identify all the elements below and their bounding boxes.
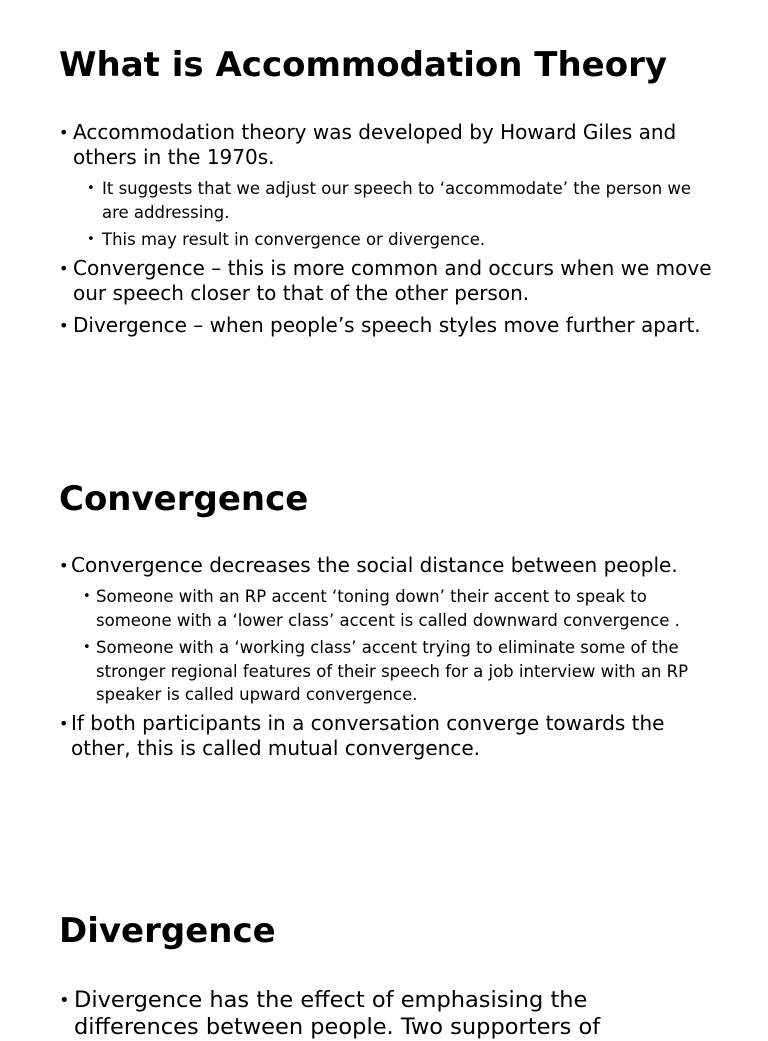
bullet-text: Convergence decreases the social distance between people. xyxy=(71,553,678,577)
bullet-text: Accommodation theory was developed by Howard Giles and others in the 1970s. xyxy=(73,120,677,169)
bullet-icon: • xyxy=(83,640,91,655)
bullet-text: Divergence – when people’s speech styles move further apart. xyxy=(73,312,701,337)
list-item xyxy=(59,987,699,1041)
bullet-text: It suggests that we adjust our speech to ‘accommodate’ the person we are addressing. xyxy=(102,179,692,222)
bullet-icon: • xyxy=(87,181,95,196)
slide-title: Convergence xyxy=(59,479,309,519)
bullet-text: This may result in convergence or divergence. xyxy=(102,230,486,249)
bullet-text: Convergence – this is more common and occurs when we move our speech closer to that of the other person. xyxy=(73,255,712,305)
bullet-icon: • xyxy=(59,123,69,142)
slide-title: Divergence xyxy=(59,911,276,951)
bullet-text: Someone with an RP accent ‘toning down’ their accent to speak to someone with a ‘lower class’ accent is called downward convergence . xyxy=(96,587,680,630)
bullet-icon: • xyxy=(59,556,69,575)
bullet-text: Divergence has the effect of emphasising the differences between people. Two supporters of xyxy=(74,987,601,1040)
slide-title: What is Accommodation Theory xyxy=(59,45,667,85)
bullet-icon: • xyxy=(83,589,91,604)
bullet-icon: • xyxy=(59,315,69,335)
bullet-text: If both participants in a conversation converge towards the other, this is called mutual convergence. xyxy=(71,710,665,760)
bullet-list xyxy=(59,987,699,1041)
bullet-icon: • xyxy=(59,713,69,733)
bullet-icon: • xyxy=(59,258,69,278)
bullet-icon: • xyxy=(87,232,95,247)
bullet-icon: • xyxy=(59,990,70,1011)
bullet-text: Someone with a ‘working class’ accent trying to eliminate some of the stronger regional features of their speech for a job interview with an RP speaker is called upward convergence. xyxy=(96,638,689,704)
